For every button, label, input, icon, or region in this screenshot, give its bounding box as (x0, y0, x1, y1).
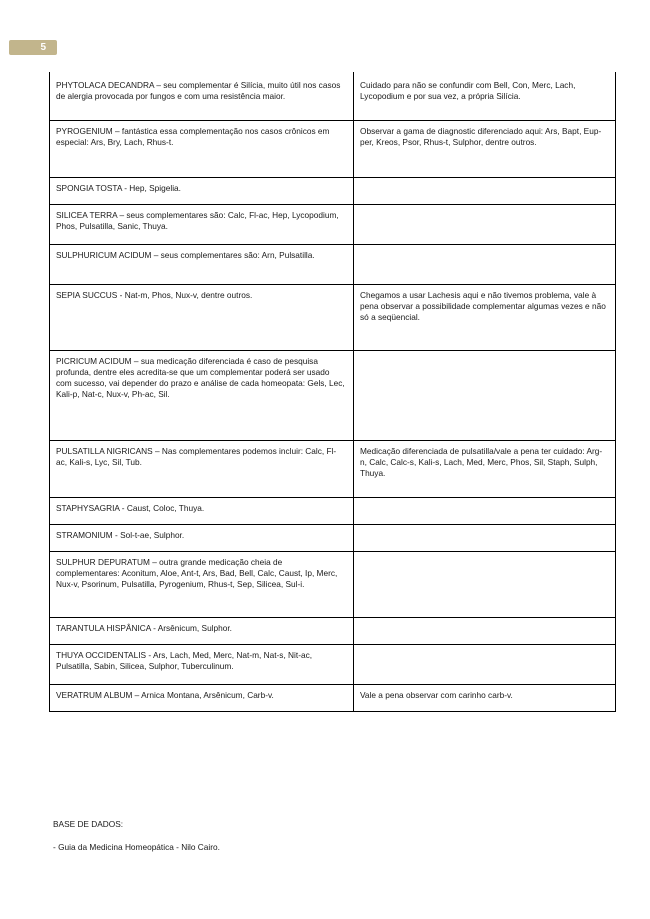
remedy-cell: STRAMONIUM - Sol-t-ae, Sulphor. (50, 524, 354, 551)
remedy-cell: PICRICUM ACIDUM – sua medicação diferenciada é caso de pesquisa profunda, dentre eles acredita-se que um complementar poderá ser usado com sucesso, vai depender do prazo e análise de cada homeopata: Gels, Lec, Kali-p, Nat-c, Nux-v, Ph-ac, Sil. (50, 350, 354, 440)
remedy-cell: STAPHYSAGRIA - Caust, Coloc, Thuya. (50, 497, 354, 524)
page-number-badge (9, 40, 57, 55)
table-row (50, 440, 616, 497)
remedy-cell: VERATRUM ALBUM – Arnica Montana, Arsênicum, Carb-v. (50, 684, 354, 711)
note-cell (354, 497, 616, 524)
note-cell (354, 244, 616, 284)
note-cell (354, 524, 616, 551)
note-cell: Chegamos a usar Lachesis aqui e não tivemos problema, vale à pena observar a possibilidade complementar algumas vezes e não só a seqüencial. (354, 284, 616, 350)
note-cell: Medicação diferenciada de pulsatilla/vale a pena ter cuidado: Arg-n, Calc, Calc-s, Kali-s, Lach, Med, Merc, Phos, Sil, Staph, Sulph, Thuya. (354, 440, 616, 497)
table-row (50, 120, 616, 177)
remedy-cell: SULPHUR DEPURATUM – outra grande medicação cheia de complementares: Aconitum, Aloe, Ant-t, Ars, Bad, Bell, Calc, Caust, Ip, Merc, Nux-v, Psorinum, Pulsatilla, Pyrogenium, Rhus-t, Sep, Silicea, Sul-i. (50, 551, 354, 617)
table-row (50, 177, 616, 204)
remedy-cell: SILICEA TERRA – seus complementares são: Calc, Fl-ac, Hep, Lycopodium, Phos, Pulsatilla, Sanic, Thuya. (50, 204, 354, 244)
remedy-cell: SULPHURICUM ACIDUM – seus complementares são: Arn, Pulsatilla. (50, 244, 354, 284)
remedy-cell: THUYA OCCIDENTALIS - Ars, Lach, Med, Merc, Nat-m, Nat-s, Nit-ac, Pulsatilla, Sabin, Silicea, Sulphor, Tuberculinum. (50, 644, 354, 684)
footer (53, 819, 220, 853)
note-cell: Cuidado para não se confundir com Bell, Con, Merc, Lach, Lycopodium e por sua vez, a própria Silícia. (354, 72, 616, 120)
note-cell (354, 204, 616, 244)
database-source: - Guia da Medicina Homeopática - Nilo Cairo. (53, 842, 220, 852)
note-cell (354, 617, 616, 644)
remedy-cell: PULSATILLA NIGRICANS – Nas complementares podemos incluir: Calc, Fl-ac, Kali-s, Lyc, Sil, Tub. (50, 440, 354, 497)
note-cell (354, 551, 616, 617)
note-cell (354, 644, 616, 684)
table-row (50, 684, 616, 711)
table-row (50, 551, 616, 617)
table-row (50, 204, 616, 244)
table-row (50, 72, 616, 120)
remedies-table (49, 72, 616, 712)
table-row (50, 617, 616, 644)
note-cell (354, 177, 616, 204)
page-number: 5 (40, 42, 46, 53)
remedy-cell: SEPIA SUCCUS - Nat-m, Phos, Nux-v, dentre outros. (50, 284, 354, 350)
table-row (50, 350, 616, 440)
note-cell (354, 350, 616, 440)
note-cell: Observar a gama de diagnostic diferenciado aqui: Ars, Bapt, Eup-per, Kreos, Psor, Rhus-t, Sulphor, dentre outros. (354, 120, 616, 177)
database-heading: BASE DE DADOS: (53, 819, 124, 829)
remedy-cell: TARANTULA HISPÂNICA - Arsênicum, Sulphor. (50, 617, 354, 644)
table-row (50, 284, 616, 350)
table-row (50, 524, 616, 551)
table-row (50, 644, 616, 684)
table-row (50, 244, 616, 284)
note-cell: Vale a pena observar com carinho carb-v. (354, 684, 616, 711)
remedy-cell: SPONGIA TOSTA - Hep, Spigelia. (50, 177, 354, 204)
table-row (50, 497, 616, 524)
remedy-cell: PHYTOLACA DECANDRA – seu complementar é Silícia, muito útil nos casos de alergia provocada por fungos e com uma resistência maior. (50, 72, 354, 120)
remedy-cell: PYROGENIUM – fantástica essa complementação nos casos crônicos em especial: Ars, Bry, Lach, Rhus-t. (50, 120, 354, 177)
